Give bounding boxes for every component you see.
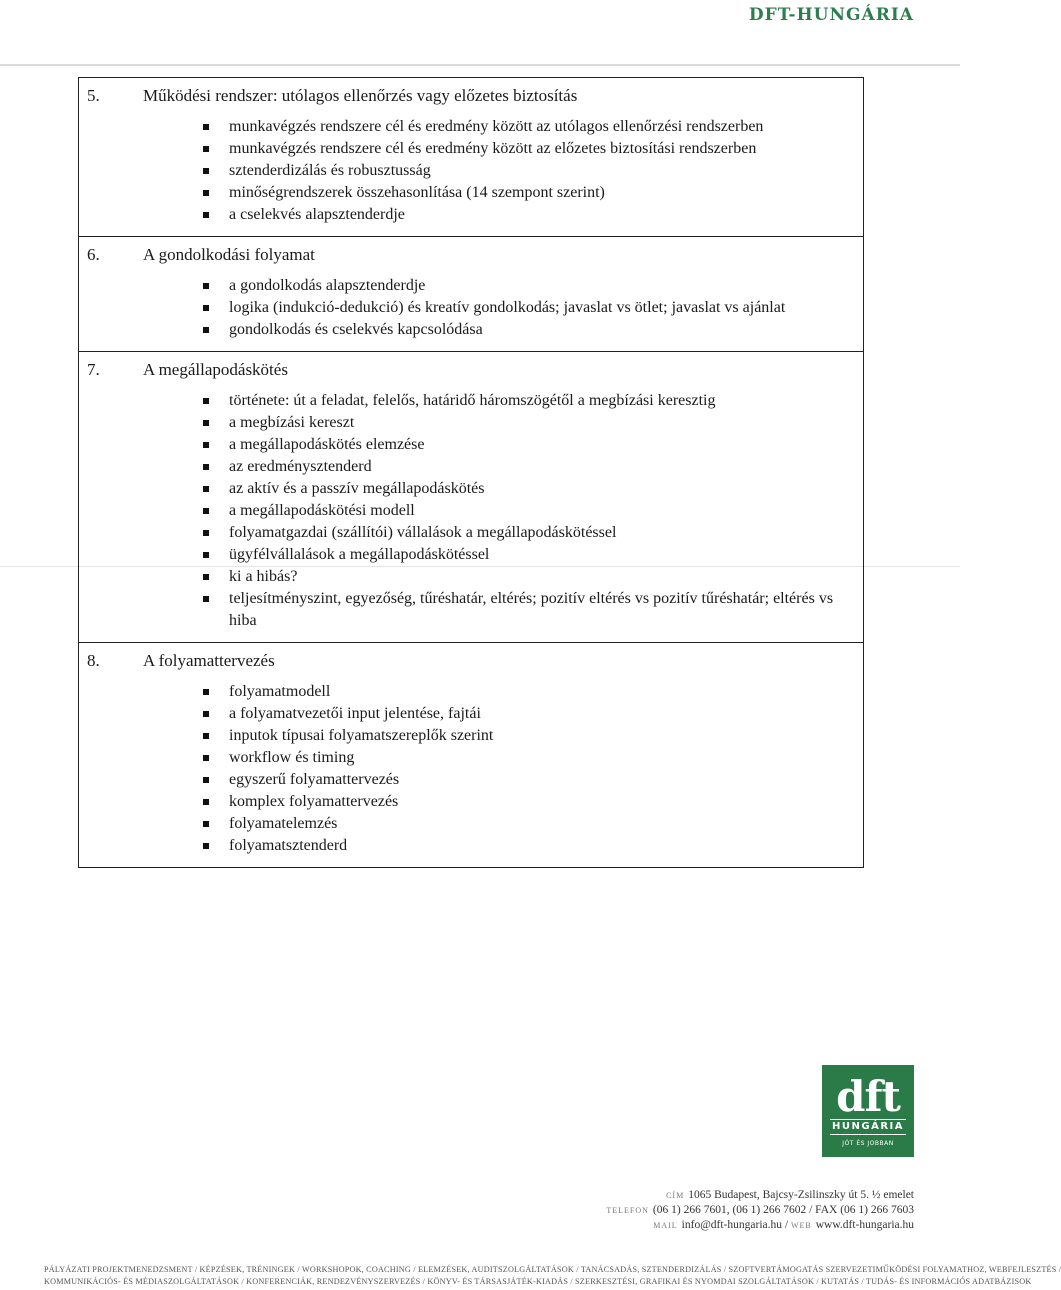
section-number: 7. xyxy=(87,360,100,379)
section-6 xyxy=(79,236,863,351)
list-item: a gondolkodás alapsztenderdje xyxy=(229,275,863,297)
list-item: folyamatgazdai (szállítói) vállalások a megállapodáskötéssel xyxy=(229,522,863,544)
section-number: 5. xyxy=(87,86,100,105)
web-label: WEB xyxy=(790,1221,812,1230)
list-item: ügyfélvállalások a megállapodáskötéssel xyxy=(229,544,863,566)
address-text: 1065 Budapest, Bajcsy-Zsilinszky út 5. ½ emelet xyxy=(688,1189,914,1201)
section-heading: A gondolkodási folyamat xyxy=(143,245,315,264)
section-heading: A megállapodáskötés xyxy=(143,360,288,379)
section-number: 8. xyxy=(87,651,100,670)
phone-text: (06 1) 266 7601, (06 1) 266 7602 / FAX (06 1) 266 7603 xyxy=(652,1204,914,1216)
section-number: 6. xyxy=(87,245,100,264)
curriculum-box xyxy=(78,77,864,868)
list-item: folyamatmodell xyxy=(229,681,863,703)
list-item: munkavégzés rendszere cél és eredmény között az előzetes biztosítási rendszerben xyxy=(229,138,863,160)
dft-logo xyxy=(822,1065,914,1157)
contact-block xyxy=(606,1188,914,1233)
list-item: sztenderdizálás és robusztusság xyxy=(229,160,863,182)
section-title xyxy=(87,245,863,265)
list-item: a megállapodáskötési modell xyxy=(229,500,863,522)
list-item: a cselekvés alapsztenderdje xyxy=(229,204,863,226)
mail-label: MAIL xyxy=(653,1221,678,1230)
list-item: folyamatelemzés xyxy=(229,813,863,835)
section-title xyxy=(87,86,863,106)
section-7 xyxy=(79,351,863,642)
list-item: az eredménysztenderd xyxy=(229,456,863,478)
header-divider xyxy=(0,64,960,66)
phone-line xyxy=(606,1203,914,1218)
footer-line-1: PÁLYÁZATI PROJEKTMENEDZSMENT / KÉPZÉSEK, TRÉNINGEK / WORKSHOPOK, COACHING / ELEMZÉSEK, AUDITSZOLGÁLTATÁSOK / TANÁCSADÁS, SZTENDERDIZÁLÁS / SZOFTVERTÁMOGATÁS SZERVEZETIMŰKÖDÉSI FOLYAMATHOZ, WEBFEJLESZTÉS / xyxy=(44,1265,1061,1274)
section-item-list xyxy=(79,390,863,632)
section-heading: A folyamattervezés xyxy=(143,651,275,670)
header-brand: DFT-HUNGÁRIA xyxy=(748,5,914,25)
list-item: a folyamatvezetői input jelentése, fajtái xyxy=(229,703,863,725)
logo-wordmark: dft xyxy=(836,1072,900,1121)
web-link[interactable]: www.dft-hungaria.hu xyxy=(815,1219,914,1231)
footer-services xyxy=(44,1264,1061,1288)
section-title xyxy=(87,360,863,380)
list-item: a megállapodáskötés elemzése xyxy=(229,434,863,456)
section-item-list xyxy=(79,275,863,341)
list-item: folyamatsztenderd xyxy=(229,835,863,857)
section-item-list xyxy=(79,116,863,226)
list-item: minőségrendszerek összehasonlítása (14 szempont szerint) xyxy=(229,182,863,204)
list-item: munkavégzés rendszere cél és eredmény között az utólagos ellenőrzési rendszerben xyxy=(229,116,863,138)
section-5 xyxy=(79,78,863,236)
list-item: gondolkodás és cselekvés kapcsolódása xyxy=(229,319,863,341)
phone-label: TELEFON xyxy=(606,1206,649,1215)
address-line xyxy=(606,1188,914,1203)
list-item: inputok típusai folyamatszereplők szerint xyxy=(229,725,863,747)
list-item: logika (indukció-dedukció) és kreatív gondolkodás; javaslat vs ötlet; javaslat vs ajánlat xyxy=(229,297,863,319)
mail-link[interactable]: info@dft-hungaria.hu xyxy=(681,1219,782,1231)
list-item: komplex folyamattervezés xyxy=(229,791,863,813)
list-item: ki a hibás? xyxy=(229,566,863,588)
logo-subtitle: HUNGÁRIA xyxy=(830,1119,906,1135)
address-label: CÍM xyxy=(666,1191,685,1200)
footer-line-2: KOMMUNIKÁCIÓS- ÉS MÉDIASZOLGÁLTATÁSOK / KONFERENCIÁK, RENDEZVÉNYSZERVEZÉS / KÖNYV- ÉS TÁRSASJÁTÉK-KIADÁS / SZERKESZTÉSI, GRAFIKAI ÉS NYOMDAI SZOLGÁLTATÁSOK / KUTATÁS / TUDÁS- ÉS INFORMÁCIÓS ADATBÁZISOK xyxy=(44,1277,1032,1286)
list-item: története: út a feladat, felelős, határidő háromszögétől a megbízási keresztig xyxy=(229,390,863,412)
section-title xyxy=(87,651,863,671)
list-item: workflow és timing xyxy=(229,747,863,769)
list-item: teljesítményszint, egyezőség, tűréshatár, eltérés; pozitív eltérés vs pozitív tűréshatár; eltérés vs hiba xyxy=(229,588,863,632)
list-item: a megbízási kereszt xyxy=(229,412,863,434)
logo-tagline: JÓT ÉS JOBBAN xyxy=(842,1140,894,1147)
section-item-list xyxy=(79,681,863,857)
list-item: egyszerű folyamattervezés xyxy=(229,769,863,791)
list-item: az aktív és a passzív megállapodáskötés xyxy=(229,478,863,500)
mail-line: MAIL info@dft-hungaria.hu / WEB www.dft-hungaria.hu xyxy=(653,1219,914,1231)
section-heading: Működési rendszer: utólagos ellenőrzés vagy előzetes biztosítás xyxy=(143,86,578,105)
section-8 xyxy=(79,642,863,867)
